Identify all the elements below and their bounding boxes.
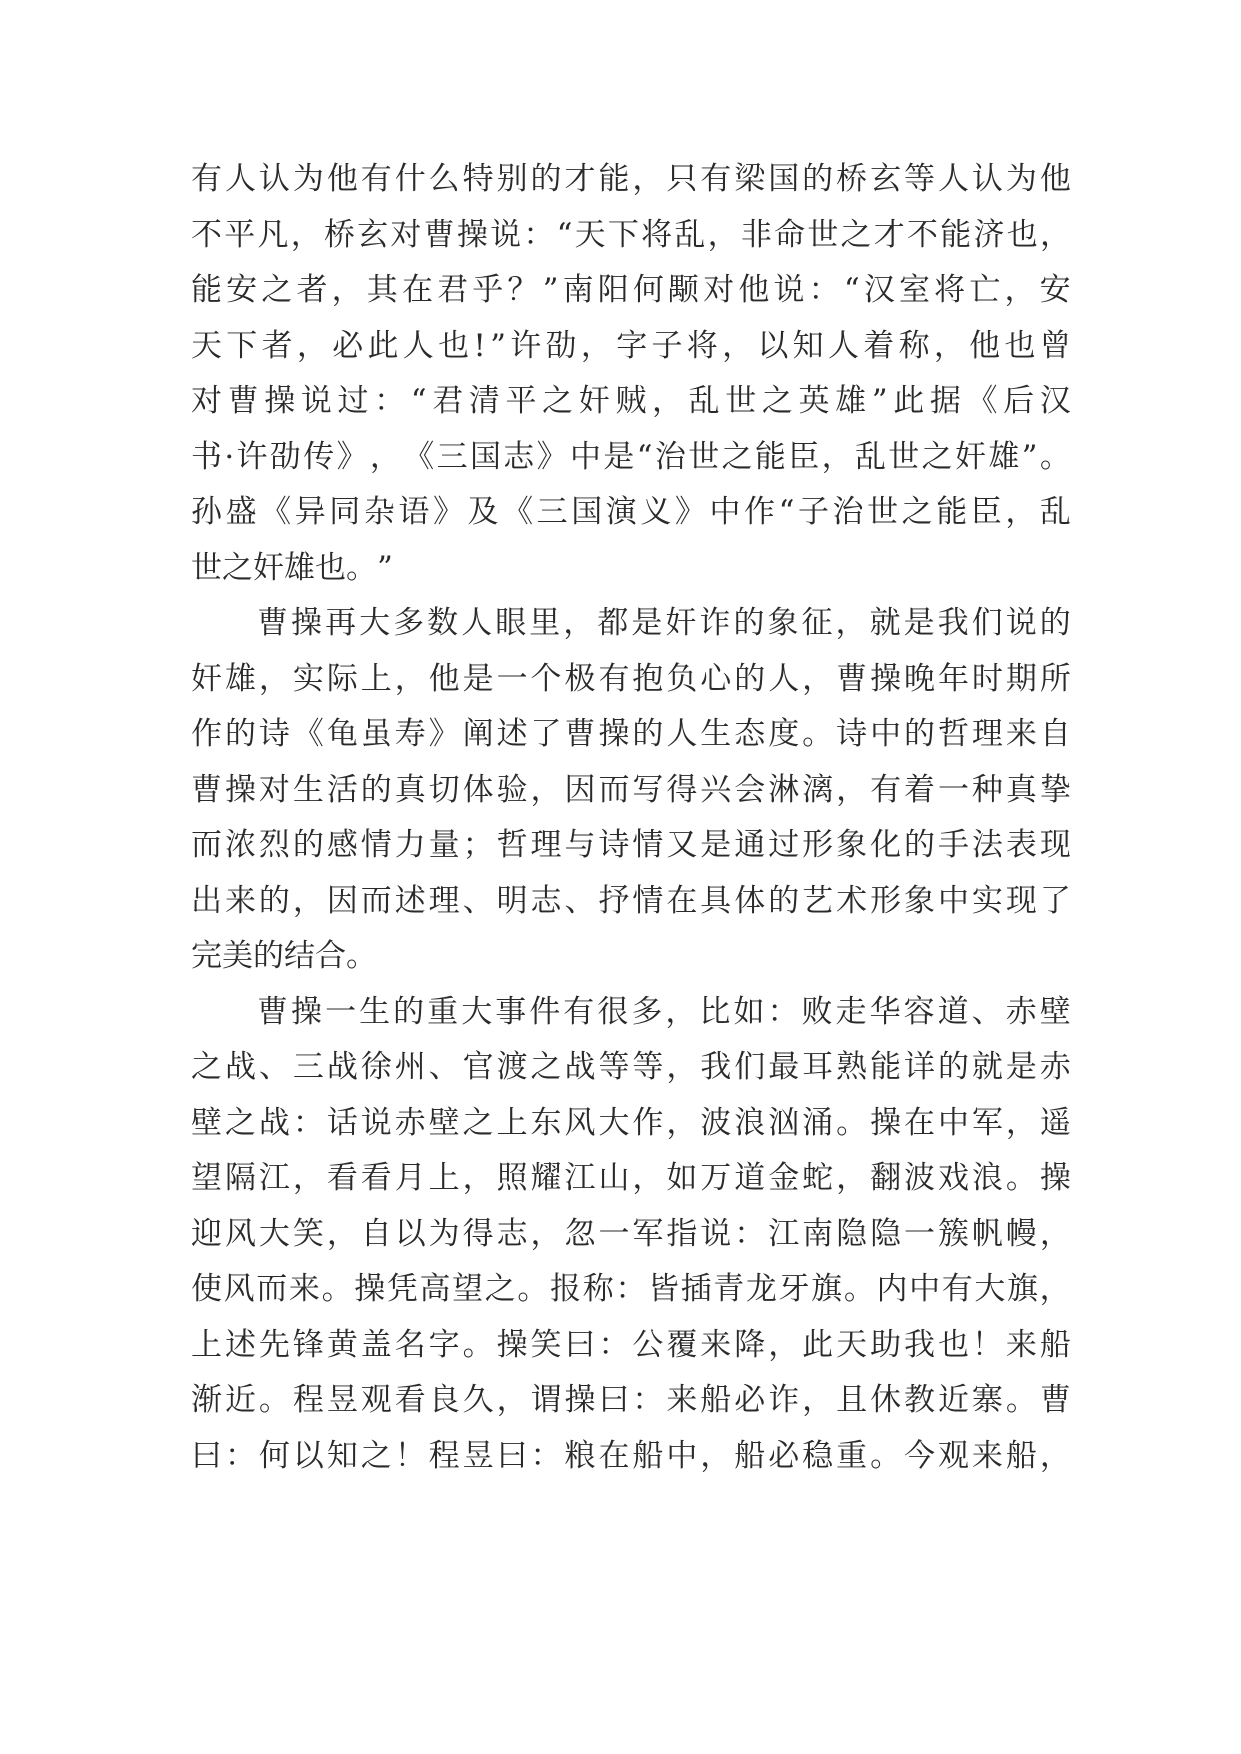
text-line: 对 曹 操 说 过 ： “ 君 清 平 之 奸 贼 ， 乱 世 之 英 雄 ” 此 据 《 后 汉 <box>191 383 1071 419</box>
text-line: 迎 风 大 笑 ， 自 以 为 得 志 ， 忽 一 军 指 说 ： 江 南 隐 隐 一 簇 帆 幔 ， <box>191 1215 1071 1252</box>
text-line: 渐 近 。 程 昱 观 看 良 久 ， 谓 操 曰 ： 来 船 必 诈 ， 且 休 教 近 寨 。 曹 <box>191 1382 1071 1418</box>
text-line: 世 之 奸 雄 也 。 ” <box>191 549 393 586</box>
text-line: 有 人 认 为 他 有 什 么 特 别 的 才 能 ， 只 有 梁 国 的 桥 玄 等 人 认 为 他 <box>191 161 1071 197</box>
text-line: 能 安 之 者 ， 其 在 君 乎 ？ ” 南 阳 何 颙 对 他 说 ： “ 汉 室 将 亡 ， 安 <box>191 272 1071 308</box>
text-line: 曹 操 一 生 的 重 大 事 件 有 很 多 ， 比 如 ： 败 走 华 容 道 、 赤 壁 <box>257 993 1071 1030</box>
text-line: 书 · 许 劭 传 》 ， 《 三 国 志 》 中 是 “ 治 世 之 能 臣 ， 乱 世 之 奸 雄 ” 。 <box>191 438 1071 475</box>
text-line: 不 平 凡 ， 桥 玄 对 曹 操 说 ： “ 天 下 将 乱 ， 非 命 世 之 才 不 能 济 也 ， <box>191 216 1071 253</box>
text-line: 天 下 者 ， 必 此 人 也 ! ” 许 劭 ， 字 子 将 ， 以 知 人 着 称 ， 他 也 曾 <box>191 327 1071 364</box>
text-line: 曰 ： 何 以 知 之 ！ 程 昱 曰 ： 粮 在 船 中 ， 船 必 稳 重 。 今 观 来 船 ， <box>191 1437 1071 1474</box>
text-line: 奸 雄 ， 实 际 上 ， 他 是 一 个 极 有 抱 负 心 的 人 ， 曹 操 晚 年 时 期 所 <box>191 660 1071 697</box>
body-text <box>191 152 1071 1484</box>
text-line: 曹 操 对 生 活 的 真 切 体 验 ， 因 而 写 得 兴 会 淋 漓 ， 有 着 一 种 真 挚 <box>191 771 1071 808</box>
text-line: 曹 操 再 大 多 数 人 眼 里 ， 都 是 奸 诈 的 象 征 ， 就 是 我 们 说 的 <box>257 605 1071 641</box>
text-line: 之 战 、 三 战 徐 州 、 官 渡 之 战 等 等 ， 我 们 最 耳 熟 能 详 的 就 是 赤 <box>191 1049 1071 1085</box>
text-line: 望 隔 江 ， 看 看 月 上 ， 照 耀 江 山 ， 如 万 道 金 蛇 ， 翻 波 戏 浪 。 操 <box>191 1160 1071 1196</box>
text-line: 孙 盛 《 异 同 杂 语 》 及 《 三 国 演 义 》 中 作 “ 子 治 世 之 能 臣 ， 乱 <box>191 494 1071 530</box>
text-line: 上 述 先 锋 黄 盖 名 字 。 操 笑 曰 ： 公 覆 来 降 ， 此 天 助 我 也 ！ 来 船 <box>191 1326 1071 1363</box>
text-line: 使 风 而 来 。 操 凭 高 望 之 。 报 称 ： 皆 插 青 龙 牙 旗 。 内 中 有 大 旗 ， <box>191 1271 1071 1307</box>
text-line: 完 美 的 结 合 。 <box>191 938 377 974</box>
text-line: 而 浓 烈 的 感 情 力 量 ； 哲 理 与 诗 情 又 是 通 过 形 象 化 的 手 法 表 现 <box>191 827 1071 863</box>
text-line: 出 来 的 ， 因 而 述 理 、 明 志 、 抒 情 在 具 体 的 艺 术 形 象 中 实 现 了 <box>191 882 1071 919</box>
text-line: 作 的 诗 《 龟 虽 寿 》 阐 述 了 曹 操 的 人 生 态 度 。 诗 中 的 哲 理 来 自 <box>191 716 1071 752</box>
text-line: 壁 之 战 ： 话 说 赤 壁 之 上 东 风 大 作 ， 波 浪 汹 涌 。 操 在 中 军 ， 遥 <box>191 1104 1071 1141</box>
